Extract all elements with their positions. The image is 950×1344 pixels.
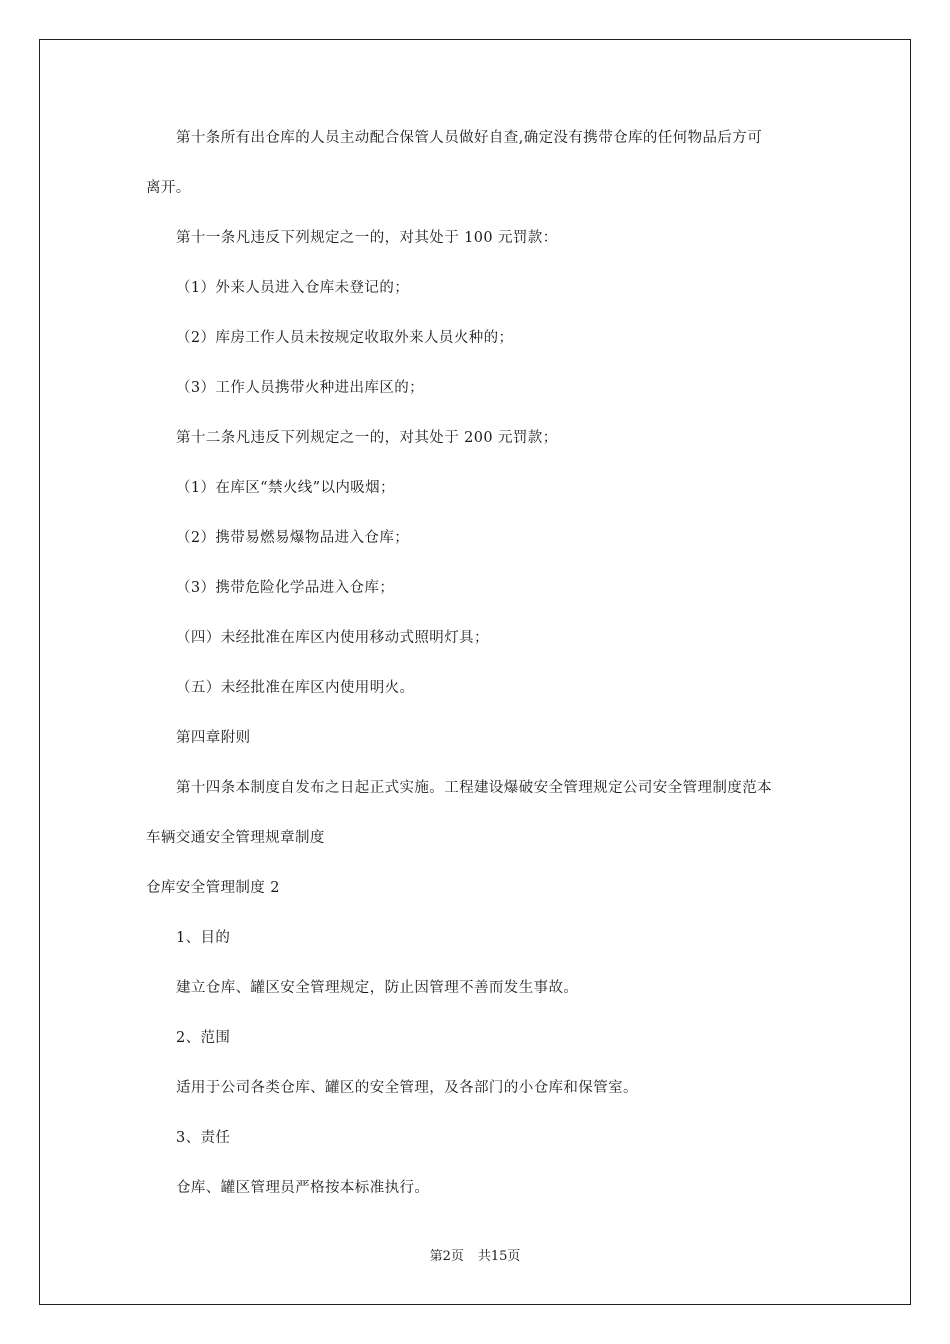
page-number: 第2页	[429, 1249, 464, 1264]
paragraph-line: 第十四条本制度自发布之日起正式实施。工程建设爆破安全管理规定公司安全管理制度范本	[176, 780, 772, 796]
list-item: （1）在库区“禁火线”以内吸烟；	[176, 480, 395, 496]
paragraph-line: 第十条所有出仓库的人员主动配合保管人员做好自查,确定没有携带仓库的任何物品后方可	[176, 130, 763, 146]
chapter-heading: 第四章附则	[176, 730, 251, 746]
section-title: 仓库安全管理制度 2	[146, 880, 280, 896]
list-item: （3）工作人员携带火种进出库区的；	[176, 380, 425, 396]
section-heading: 2、范围	[176, 1030, 231, 1046]
page-footer	[0, 1248, 950, 1266]
page-total: 共15页	[477, 1249, 521, 1264]
paragraph-line: 离开。	[146, 180, 191, 196]
paragraph-line: 适用于公司各类仓库、罐区的安全管理，及各部门的小仓库和保管室。	[176, 1080, 638, 1096]
list-item: （五）未经批准在库区内使用明火。	[176, 680, 415, 696]
list-item: （2）携带易燃易爆物品进入仓库；	[176, 530, 410, 546]
list-item: （1）外来人员进入仓库未登记的；	[176, 280, 410, 296]
paragraph-line: 仓库、罐区管理员严格按本标准执行。	[176, 1180, 430, 1196]
paragraph-line: 第十一条凡违反下列规定之一的，对其处于 100 元罚款：	[176, 230, 558, 246]
paragraph-line: 第十二条凡违反下列规定之一的，对其处于 200 元罚款；	[176, 430, 558, 446]
paragraph-line: 车辆交通安全管理规章制度	[146, 830, 325, 846]
list-item: （3）携带危险化学品进入仓库；	[176, 580, 395, 596]
list-item: （2）库房工作人员未按规定收取外来人员火种的；	[176, 330, 514, 346]
section-heading: 3、责任	[176, 1130, 231, 1146]
section-heading: 1、目的	[176, 930, 231, 946]
paragraph-line: 建立仓库、罐区安全管理规定，防止因管理不善而发生事故。	[176, 980, 579, 996]
list-item: （四）未经批准在库区内使用移动式照明灯具；	[176, 630, 489, 646]
